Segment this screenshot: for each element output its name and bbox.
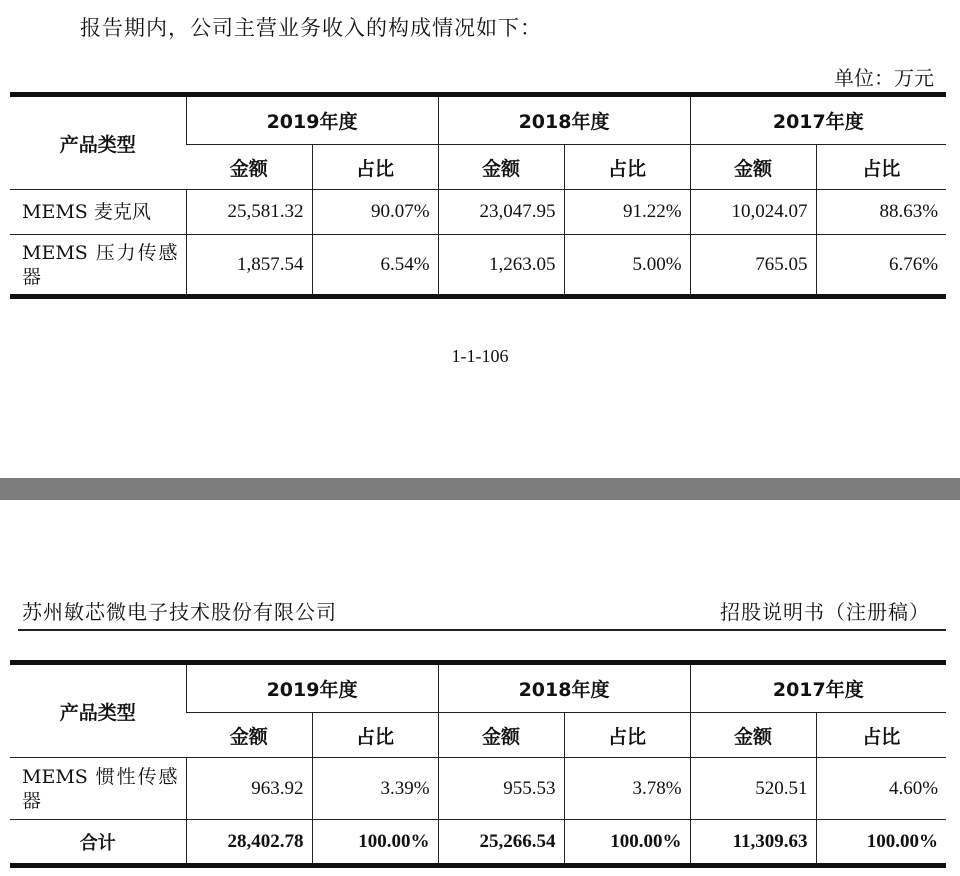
col-header-amount: 金额 xyxy=(690,145,816,190)
cell-amount: 1,857.54 xyxy=(186,235,312,297)
cell-ratio: 5.00% xyxy=(564,235,690,297)
col-header-year: 2017年度 xyxy=(690,95,946,145)
cell-ratio: 4.60% xyxy=(816,758,946,820)
total-amount: 28,402.78 xyxy=(186,820,312,866)
cell-ratio: 90.07% xyxy=(312,190,438,235)
revenue-table-part1 xyxy=(10,92,946,299)
cell-amount: 520.51 xyxy=(690,758,816,820)
unit-label: 单位：万元 xyxy=(834,66,934,90)
cell-amount: 955.53 xyxy=(438,758,564,820)
row-label: MEMS 压力传感器 xyxy=(10,235,186,297)
document-type: 招股说明书（注册稿） xyxy=(720,600,930,624)
cell-ratio: 6.76% xyxy=(816,235,946,297)
col-header-ratio: 占比 xyxy=(816,145,946,190)
col-header-year: 2018年度 xyxy=(438,95,690,145)
col-header-amount: 金额 xyxy=(186,145,312,190)
total-amount: 25,266.54 xyxy=(438,820,564,866)
col-header-amount: 金额 xyxy=(438,145,564,190)
total-ratio: 100.00% xyxy=(312,820,438,866)
col-header-year: 2018年度 xyxy=(438,663,690,713)
col-header-year: 2017年度 xyxy=(690,663,946,713)
total-ratio: 100.00% xyxy=(564,820,690,866)
cell-ratio: 3.39% xyxy=(312,758,438,820)
col-header-year: 2019年度 xyxy=(186,663,438,713)
cell-ratio: 3.78% xyxy=(564,758,690,820)
company-name: 苏州敏芯微电子技术股份有限公司 xyxy=(22,600,337,624)
total-ratio: 100.00% xyxy=(816,820,946,866)
cell-ratio: 91.22% xyxy=(564,190,690,235)
table-row xyxy=(10,235,946,297)
cell-amount: 765.05 xyxy=(690,235,816,297)
page-number: 1-1-106 xyxy=(451,346,509,366)
col-header-ratio: 占比 xyxy=(564,145,690,190)
cell-ratio: 88.63% xyxy=(816,190,946,235)
col-header-amount: 金额 xyxy=(186,713,312,758)
header-rule xyxy=(18,629,946,631)
cell-ratio: 6.54% xyxy=(312,235,438,297)
table-row xyxy=(10,758,946,820)
col-header-category: 产品类型 xyxy=(10,663,186,758)
cell-amount: 10,024.07 xyxy=(690,190,816,235)
page-separator xyxy=(0,478,960,500)
col-header-category: 产品类型 xyxy=(10,95,186,190)
col-header-amount: 金额 xyxy=(438,713,564,758)
col-header-ratio: 占比 xyxy=(816,713,946,758)
col-header-amount: 金额 xyxy=(690,713,816,758)
total-label: 合计 xyxy=(10,820,186,866)
col-header-year: 2019年度 xyxy=(186,95,438,145)
row-label: MEMS 麦克风 xyxy=(10,190,186,235)
row-label: MEMS 惯性传感器 xyxy=(10,758,186,820)
cell-amount: 1,263.05 xyxy=(438,235,564,297)
col-header-ratio: 占比 xyxy=(312,145,438,190)
revenue-table-part2 xyxy=(10,660,946,868)
table-row xyxy=(10,190,946,235)
intro-text: 报告期内，公司主营业务收入的构成情况如下： xyxy=(80,16,542,40)
cell-amount: 25,581.32 xyxy=(186,190,312,235)
cell-amount: 963.92 xyxy=(186,758,312,820)
col-header-ratio: 占比 xyxy=(312,713,438,758)
col-header-ratio: 占比 xyxy=(564,713,690,758)
cell-amount: 23,047.95 xyxy=(438,190,564,235)
total-row xyxy=(10,820,946,866)
total-amount: 11,309.63 xyxy=(690,820,816,866)
